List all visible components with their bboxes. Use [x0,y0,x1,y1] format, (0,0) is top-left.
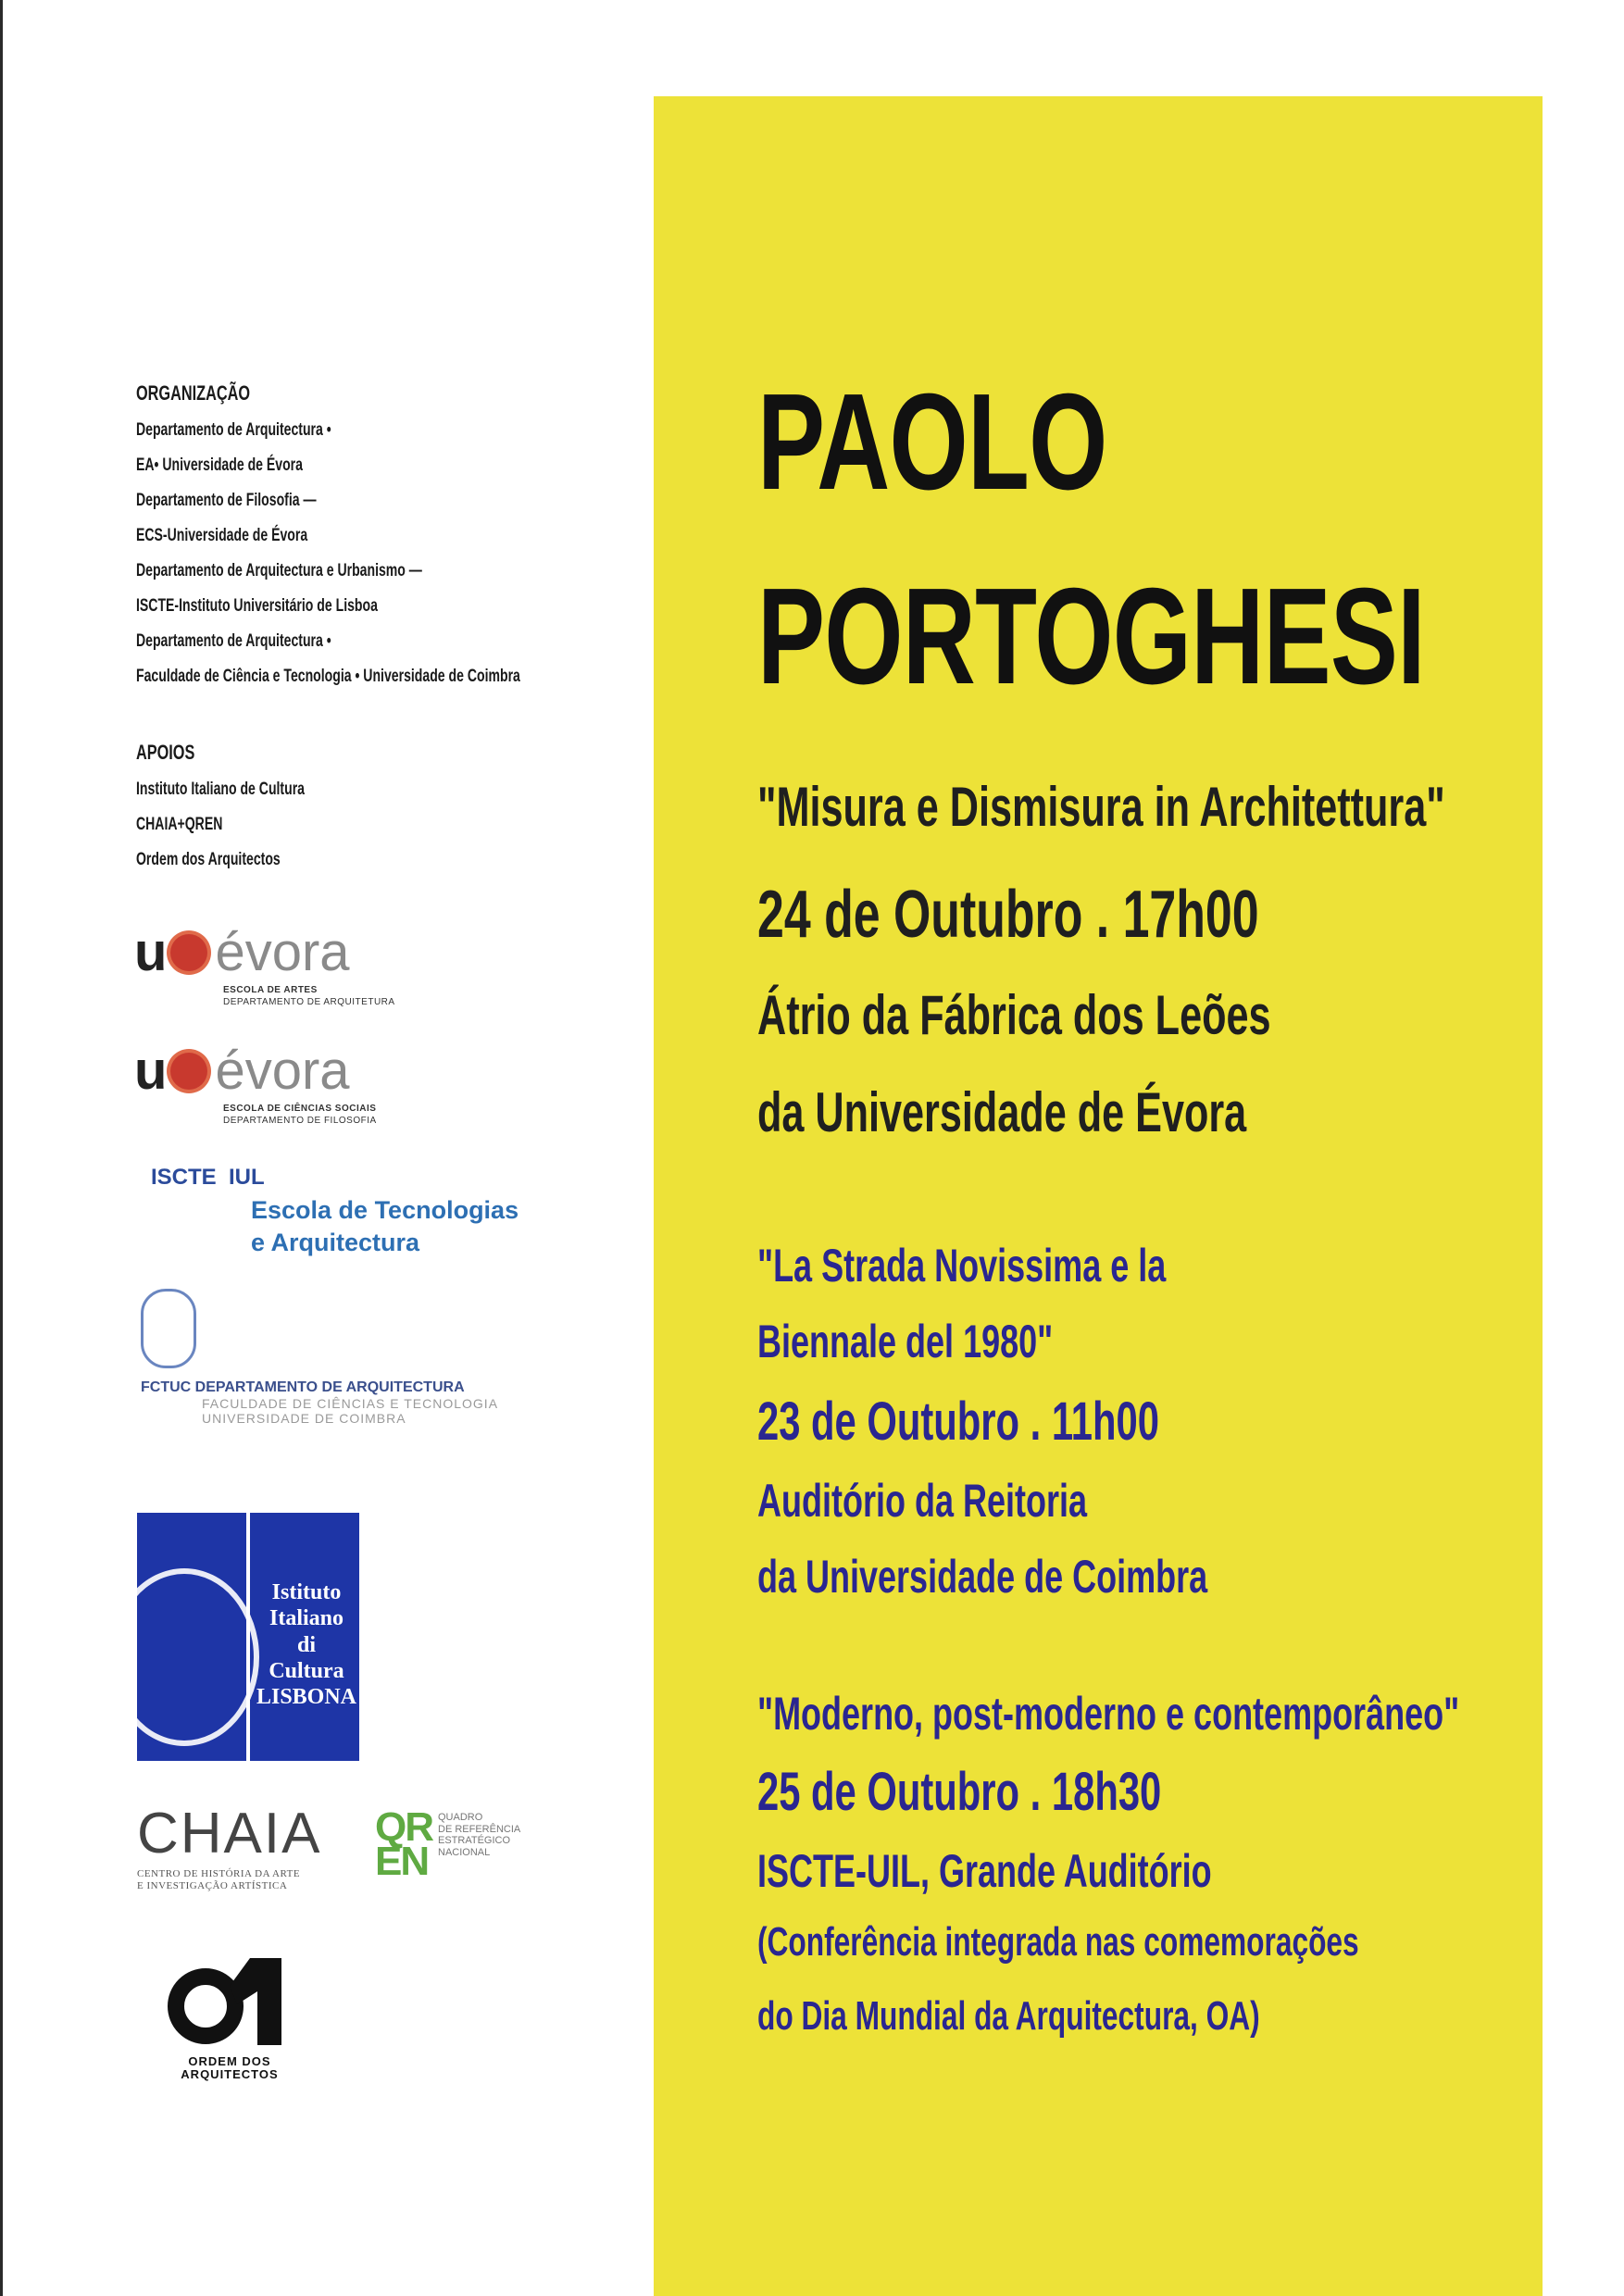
organizacao-heading: ORGANIZAÇÃO [136,381,251,405]
event2-title-line1: "La Strada Novissima e la [757,1240,1167,1292]
event2-title-line2: Biennale del 1980" [757,1316,1054,1367]
apoios-line: Instituto Italiano de Cultura [136,780,306,799]
speaker-name-line1: PAOLO [757,366,1107,518]
apoios-line: CHAIA+QREN [136,815,223,834]
main-event-place-line1: Átrio da Fábrica dos Leões [757,984,1271,1046]
event2-date: 23 de Outubro . 11h00 [757,1391,1159,1452]
uevora-sociais-logo [134,1041,377,1127]
event3-date: 25 de Outubro . 18h30 [757,1762,1162,1822]
uevora-sociais-sub2: DEPARTAMENTO DE FILOSOFIA [223,1115,377,1126]
iic-line: di [296,1632,316,1657]
qren-sub: QUADRO [438,1812,483,1823]
event3-note-line2: do Dia Mundial da Arquitectura, OA) [757,1993,1260,2039]
event3-note-line1: (Conferência integrada nas comemorações [757,1919,1359,1965]
oa-sub1: ORDEM DOS [188,2054,271,2068]
iic-line: Italiano [269,1606,344,1631]
uevora-u-mark: u [134,1041,168,1101]
event2-place-line1: Auditório da Reitoria [757,1475,1088,1527]
qren-logo [375,1804,521,1885]
sun-icon [170,1053,207,1090]
main-event-place-line2: da Universidade de Évora [757,1081,1247,1143]
iscte-iul-mark: ISCTE IUL [151,1165,265,1190]
iic-line: Istituto [271,1580,342,1604]
chaia-sub2: E INVESTIGAÇÃO ARTÍSTICA [137,1880,288,1892]
organizacao-line: Departamento de Filosofia — [136,491,317,510]
qren-sub: ESTRATÉGICO [438,1835,511,1847]
oa-mark-icon [165,1949,294,2051]
fctuc-logo [141,1289,498,1426]
fctuc-sub1: FACULDADE DE CIÊNCIAS E TECNOLOGIA [202,1396,499,1411]
uevora-artes-sub1: ESCOLA DE ARTES [223,985,318,995]
main-event-date: 24 de Outubro . 17h00 [757,878,1259,952]
iic-line: Cultura [269,1658,344,1683]
event3-place: ISCTE-UIL, Grande Auditório [757,1845,1212,1897]
organizacao-line: ISCTE-Instituto Universitário de Lisboa [136,596,378,616]
organizacao-line: EA• Universidade de Évora [136,455,303,475]
apoios-list [136,780,305,885]
university-seal-icon [141,1289,196,1368]
qren-mark-top: QR [375,1804,432,1850]
ordem-arquitectos-logo [165,1949,294,2082]
chaia-wordmark: CHAIA [137,1802,322,1866]
uevora-u-mark: u [134,922,168,982]
organizacao-line: Departamento de Arquitectura e Urbanismo — [136,561,422,580]
apoios-heading: APOIOS [136,741,195,764]
uevora-wordmark: évora [215,922,350,982]
uevora-wordmark: évora [215,1041,350,1101]
chaia-sub1: CENTRO DE HISTÓRIA DA ARTE [137,1868,301,1879]
iscte-school-line1: Escola de Tecnologias [251,1196,519,1224]
organizacao-line: Departamento de Arquitectura • [136,420,331,440]
qren-sub: DE REFERÊNCIA [438,1823,521,1835]
speaker-name-line2: PORTOGHESI [757,560,1425,713]
apoios-line: Ordem dos Arquitectos [136,850,281,869]
iscte-school-line2: e Arquitectura [251,1229,420,1257]
fctuc-sub2: UNIVERSIDADE DE COIMBRA [202,1411,406,1426]
yellow-panel [654,96,1543,2296]
iic-line: LISBONA [256,1685,357,1710]
fctuc-name: FCTUC DEPARTAMENTO DE ARQUITECTURA [141,1379,465,1395]
logo-divider [246,1513,250,1761]
organizacao-block [136,381,520,702]
organizacao-line: Faculdade de Ciência e Tecnologia • Universidade de Coimbra [136,667,520,686]
oa-sub2: ARQUITECTOS [181,2067,279,2082]
sun-icon [170,934,207,971]
organizacao-list [136,420,520,702]
chaia-logo [137,1802,322,1892]
organizacao-line: ECS-Universidade de Évora [136,526,308,545]
uevora-artes-logo [134,922,395,1008]
qren-sub: NACIONAL [438,1846,491,1858]
event3-title: "Moderno, post-moderno e contemporâneo" [757,1688,1460,1740]
event2-place-line2: da Universidade de Coimbra [757,1551,1208,1603]
organizacao-line: Departamento de Arquitectura • [136,631,331,651]
page-edge-line [0,0,3,2296]
uevora-sociais-sub1: ESCOLA DE CIÊNCIAS SOCIAIS [223,1104,377,1114]
main-event-title: "Misura e Dismisura in Architettura" [757,776,1445,838]
uevora-artes-sub2: DEPARTAMENTO DE ARQUITETURA [223,996,395,1007]
iscte-iul-logo [151,1165,518,1259]
istituto-italiano-logo [137,1513,359,1761]
apoios-block [136,741,305,885]
qren-mark-bottom: EN [375,1839,429,1885]
istituto-italiano-text [256,1579,357,1711]
globe-icon [109,1568,259,1746]
